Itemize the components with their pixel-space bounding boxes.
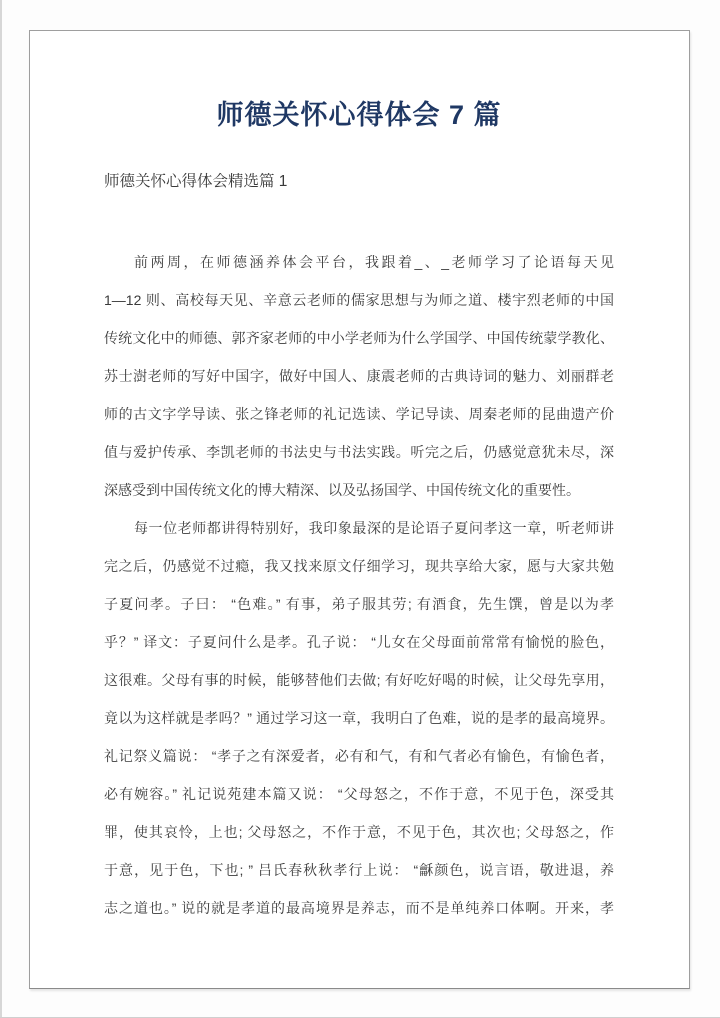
text-line: 这很难。父母有事的时候，能够替他们去做; 有好吃好喝的时候，让父母先享用， — [104, 672, 614, 688]
text-line: 1—12 则、高校每天见、辛意云老师的儒家思想与为师之道、楼宇烈老师的中国 — [104, 292, 614, 308]
window-edge-left — [0, 0, 2, 1018]
text-line: 每一位老师都讲得特别好，我印象最深的是论语子夏问孝这一章，听老师讲 — [134, 520, 614, 536]
text-line: 苏士澍老师的写好中国字，做好中国人、康震老师的古典诗词的魅力、刘丽群老 — [104, 368, 614, 384]
text-line: 传统文化中的师德、郭齐家老师的中小学老师为什么学国学、中国传统蒙学教化、 — [104, 330, 614, 346]
section-heading: 师德关怀心得体会精选篇 1 — [104, 173, 288, 190]
text-line: 前两周，在师德涵养体会平台，我跟着_、_老师学习了论语每天见 — [134, 254, 614, 270]
text-line: 礼记祭义篇说： “孝子之有深爱者，必有和气，有和气者必有愉色，有愉色者， — [104, 748, 614, 764]
text-line: 罪，使其哀怜，上也; 父母怒之，不作于意，不见于色，其次也; 父母怒之，作 — [104, 824, 614, 840]
text-line: 竟以为这样就是孝吗？” 通过学习这一章，我明白了色难，说的是孝的最高境界。 — [104, 710, 614, 726]
text-line: 完之后，仍感觉不过瘾，我又找来原文仔细学习，现共享给大家，愿与大家共勉 — [104, 558, 614, 574]
document-page — [29, 30, 690, 989]
text-line: 必有婉容。” 礼记说苑建本篇又说： “父母怒之，不作于意，不见于色，深受其 — [104, 786, 614, 802]
paragraph-2 — [104, 509, 614, 927]
text-line: 深感受到中国传统文化的博大精深、以及弘扬国学、中国传统文化的重要性。 — [104, 482, 580, 498]
text-line: 于意，见于色，下也; ” 吕氏春秋秋孝行上说： “龢颜色，说言语，敬进退，养 — [104, 862, 614, 878]
text-line: 子夏问孝。子曰： “色难。” 有事，弟子服其劳; 有酒食，先生馔，曾是以为孝 — [104, 596, 614, 612]
paragraph-1 — [104, 243, 614, 509]
text-line: 志之道也。” 说的就是孝道的最高境界是养志，而不是单纯养口体啊。开来，孝 — [104, 900, 614, 916]
text-line: 师的古文字学导读、张之锋老师的礼记选读、学记导读、周秦老师的昆曲遗产价 — [104, 406, 614, 422]
text-line: 值与爱护传承、李凯老师的书法史与书法实践。听完之后，仍感觉意犹未尽，深 — [104, 444, 614, 460]
text-line: 乎？” 译文：子夏问什么是孝。孔子说： “儿女在父母面前常常有愉悦的脸色， — [104, 634, 614, 650]
document-title: 师德关怀心得体会 7 篇 — [216, 100, 502, 130]
